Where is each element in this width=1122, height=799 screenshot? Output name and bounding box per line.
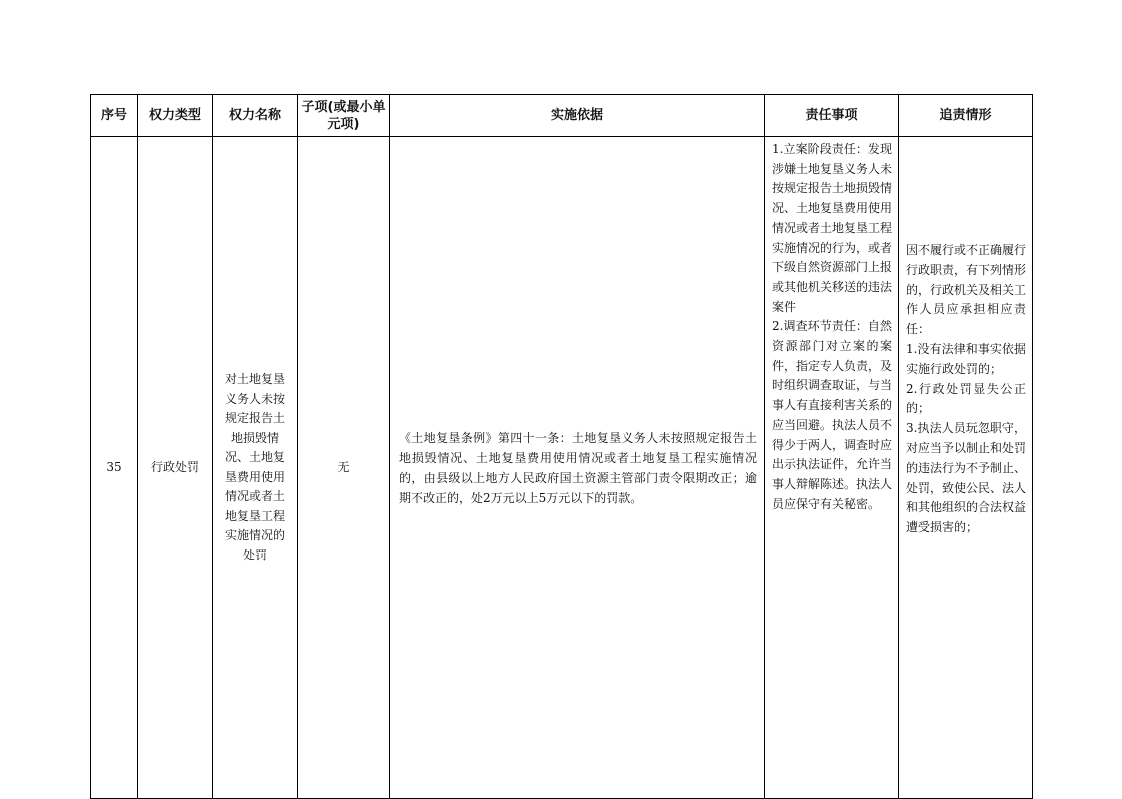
cell-basis: 《土地复垦条例》第四十一条：土地复垦义务人未按照规定报告土地损毁情况、土地复垦费用使用情况或者土地复垦工程实施情况的，由县级以上地方人民政府国土资源主管部门责令限期改正；逾期不改正的，处2万元以上5万元以下的罚款。 bbox=[390, 137, 765, 799]
cell-seq: 35 bbox=[91, 137, 138, 799]
table-header-row bbox=[91, 95, 1033, 137]
header-basis: 实施依据 bbox=[390, 95, 765, 137]
cell-accountability: 因不履行或不正确履行行政职责，有下列情形的，行政机关及相关工作人员应承担相应责任： 1.没有法律和事实依据实施行政处罚的； 2.行政处罚显失公正的； 3.执法人员玩忽职守，对应当予以制止和处罚的违法行为不予制止、处罚，致使公民、法人和其他组织的合法权益遭受损害的； bbox=[899, 137, 1033, 799]
cell-sub-item: 无 bbox=[298, 137, 390, 799]
cell-power-type: 行政处罚 bbox=[138, 137, 213, 799]
cell-power-name: 对土地复垦义务人未按规定报告土地损毁情况、土地复垦费用使用情况或者土地复垦工程实施情况的处罚 bbox=[213, 137, 298, 799]
table-row bbox=[91, 137, 1033, 799]
header-accountability: 追责情形 bbox=[899, 95, 1033, 137]
header-sub-item: 子项(或最小单元项) bbox=[298, 95, 390, 137]
header-power-type: 权力类型 bbox=[138, 95, 213, 137]
cell-responsibility: 1.立案阶段责任：发现涉嫌土地复垦义务人未按规定报告土地损毁情况、土地复垦费用使用情况或者土地复垦工程实施情况的行为，或者下级自然资源部门上报或其他机关移送的违法案件 2.调查环节责任：自然资源部门对立案的案件，指定专人负责，及时组织调查取证，与当事人有直接利害关系的应当回避。执法人员不得少于两人，调查时应出示执法证件，允许当事人辩解陈述。执法人员应保守有关秘密。 bbox=[765, 137, 899, 799]
header-seq: 序号 bbox=[91, 95, 138, 137]
power-list-table bbox=[90, 94, 1033, 799]
header-power-name: 权力名称 bbox=[213, 95, 298, 137]
header-responsibility: 责任事项 bbox=[765, 95, 899, 137]
